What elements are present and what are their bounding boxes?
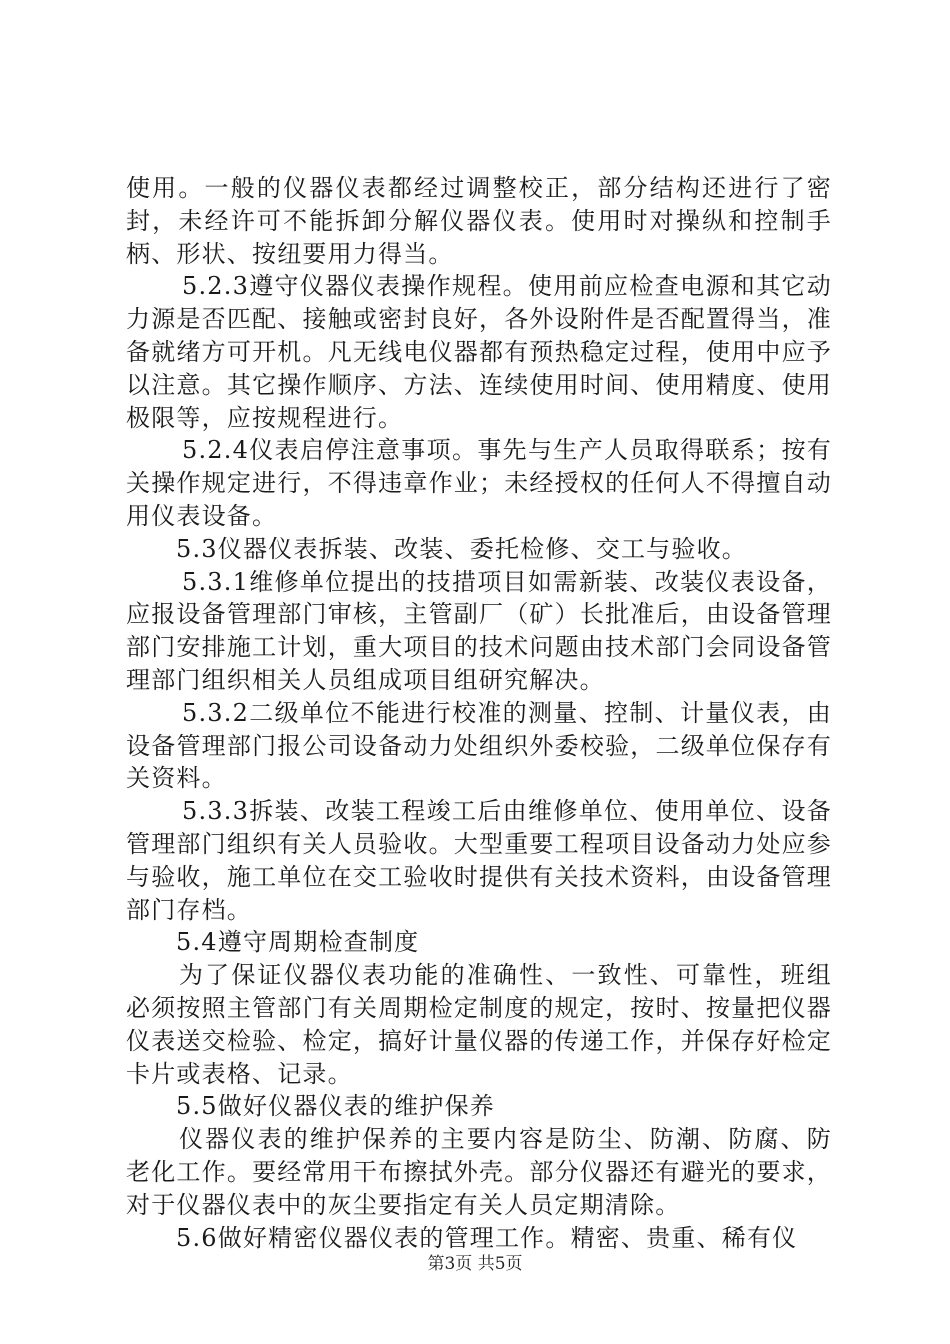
paragraph-5-5-body: 仪器仪表的维护保养的主要内容是防尘、防潮、防腐、防老化工作。要经常用干布擦拭外壳。部分仪器还有避光的要求，对于仪器仪表中的灰尘要指定有关人员定期清除。 [126,1125,832,1219]
paragraph-5-3-3: 5.3.3拆装、改装工程竣工后由维修单位、使用单位、设备管理部门组织有关人员验收。大型重要工程项目设备动力处应参与验收，施工单位在交工验收时提供有关技术资料，由设备管理部门存档。 [126,797,832,924]
paragraph-5-3-1: 5.3.1维修单位提出的技措项目如需新装、改装仪表设备，应报设备管理部门审核，主管副厂（矿）长批准后，由设备管理部门安排施工计划，重大项目的技术问题由技术部门会同设备管理部门组织相关人员组成项目组研究解决。 [126,567,832,694]
paragraph-5-2-3: 5.2.3遵守仪器仪表操作规程。使用前应检查电源和其它动力源是否匹配、接触或密封良好，各外设附件是否配置得当，准备就绪方可开机。凡无线电仪器都有预热稳定过程，使用中应予以注意。其它操作顺序、方法、连续使用时间、使用精度、使用极限等，应按规程进行。 [126,272,832,432]
paragraph-5-3-2: 5.3.2二级单位不能进行校准的测量、控制、计量仪表，由设备管理部门报公司设备动力处组织外委校验，二级单位保存有关资料。 [126,698,832,793]
section-heading-5-3: 5.3仪器仪表拆装、改装、委托检修、交工与验收。 [176,534,747,563]
document-body [126,172,832,1254]
page-number-footer: 第3页 共5页 [427,1254,523,1274]
paragraph-5-6: 5.6做好精密仪器仪表的管理工作。精密、贵重、稀有仪 [176,1223,798,1252]
section-heading-5-4: 5.4遵守周期检查制度 [176,928,420,957]
paragraph-5-4-body: 为了保证仪器仪表功能的准确性、一致性、可靠性，班组必须按照主管部门有关周期检定制度的规定，按时、按量把仪器仪表送交检验、检定，搞好计量仪器的传递工作，并保存好检定卡片或表格、记录。 [126,961,832,1088]
paragraph-continuation: 使用。一般的仪器仪表都经过调整校正，部分结构还进行了密封，未经许可不能拆卸分解仪器仪表。使用时对操纵和控制手柄、形状、按纽要用力得当。 [126,174,832,268]
section-heading-5-5: 5.5做好仪器仪表的维护保养 [176,1092,495,1121]
paragraph-5-2-4: 5.2.4仪表启停注意事项。事先与生产人员取得联系；按有关操作规定进行，不得违章作业；未经授权的任何人不得擅自动用仪表设备。 [126,436,832,530]
